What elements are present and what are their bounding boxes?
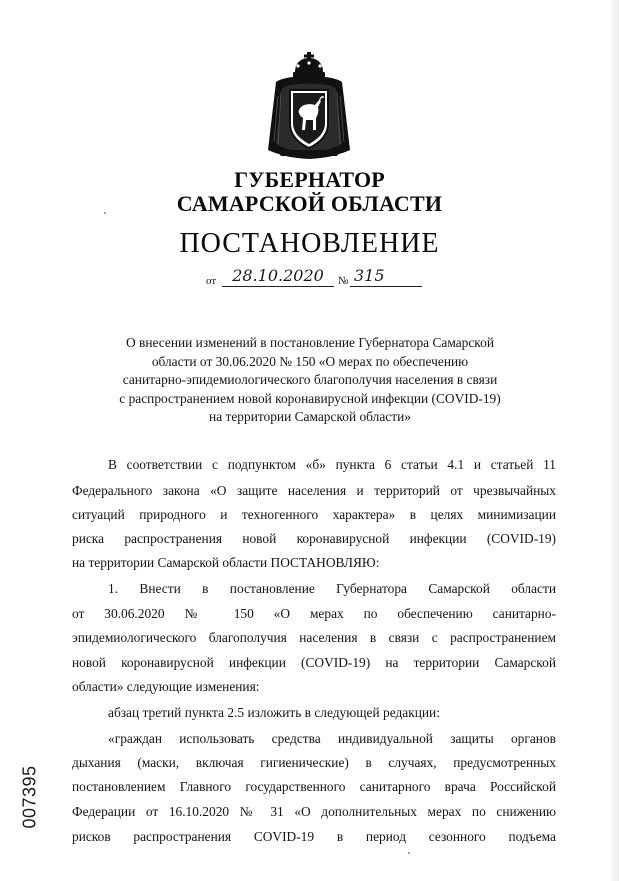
governor-title-line-1: ГУБЕРНАТОР — [234, 167, 385, 192]
subject-line: на территории Самарской области» — [209, 409, 411, 425]
body-line: рисков распространения COVID-19 в период сезонного подъема — [72, 829, 556, 844]
body-line: В соответствии с подпунктом «б» пункта 6 статьи 4.1 и статьей 11 — [108, 457, 556, 472]
decree-title: ПОСТАНОВЛЕНИЕ — [179, 228, 440, 259]
body-line: 1. Внести в постановление Губернатора Самарской области — [108, 581, 556, 596]
body-line: на территории Самарской области ПОСТАНОВЛЯЮ: — [72, 555, 380, 570]
subject-line: санитарно-эпидемиологического благополучия населения в связи — [122, 372, 498, 388]
body-line: риска распространения новой коронавирусной инфекции (COVID-19) — [72, 531, 556, 546]
scan-speck — [408, 852, 410, 854]
governor-title-line-2: САМАРСКОЙ ОБЛАСТИ — [176, 191, 443, 216]
number-value: 315 — [350, 266, 422, 287]
body-line: новой коронавирусной инфекции (COVID-19) на территории Самарской — [72, 655, 556, 670]
scan-speck — [104, 212, 106, 214]
margin-stamp-text: 007395 — [19, 765, 40, 829]
samara-coat-of-arms-icon — [266, 52, 352, 160]
subject-line: О внесении изменений в постановление Губернатора Самарской — [125, 335, 494, 350]
body-line: эпидемиологического благополучия населения в связи с распространением — [72, 630, 556, 645]
body-line: постановлением Главного государственного санитарного врача Российской — [72, 779, 556, 794]
subject-line: с распространением новой коронавирусной инфекции (COVID-19) — [119, 390, 501, 406]
subject-line: области от 30.06.2020 № 150 «О мерах по обеспечению — [151, 353, 469, 369]
body-line: ситуаций природного и техногенного характера» в целях минимизации — [72, 507, 556, 522]
decree-subject — [95, 334, 525, 427]
number-prefix: № — [338, 275, 349, 287]
page-edge-shadow — [609, 0, 619, 881]
body-line: Федерального закона «О защите населения и территорий от чрезвычайных — [72, 483, 556, 498]
body-line: дыхания (маски, включая гигиенические) в случаях, предусмотренных — [72, 755, 556, 770]
margin-stamp-number — [18, 762, 42, 832]
body-line: области» следующие изменения: — [72, 679, 260, 694]
body-line: от 30.06.2020 № 150 «О мерах по обеспечению санитарно- — [72, 606, 556, 621]
body-line: Федерации от 16.10.2020 № 31 «О дополнительных мерах по снижению — [72, 804, 556, 819]
body-line: абзац третий пункта 2.5 изложить в следующей редакции: — [108, 705, 440, 720]
date-value: 28.10.2020 — [222, 266, 334, 287]
body-line: «граждан использовать средства индивидуальной защиты органов — [108, 731, 556, 746]
date-prefix: от — [206, 275, 217, 287]
